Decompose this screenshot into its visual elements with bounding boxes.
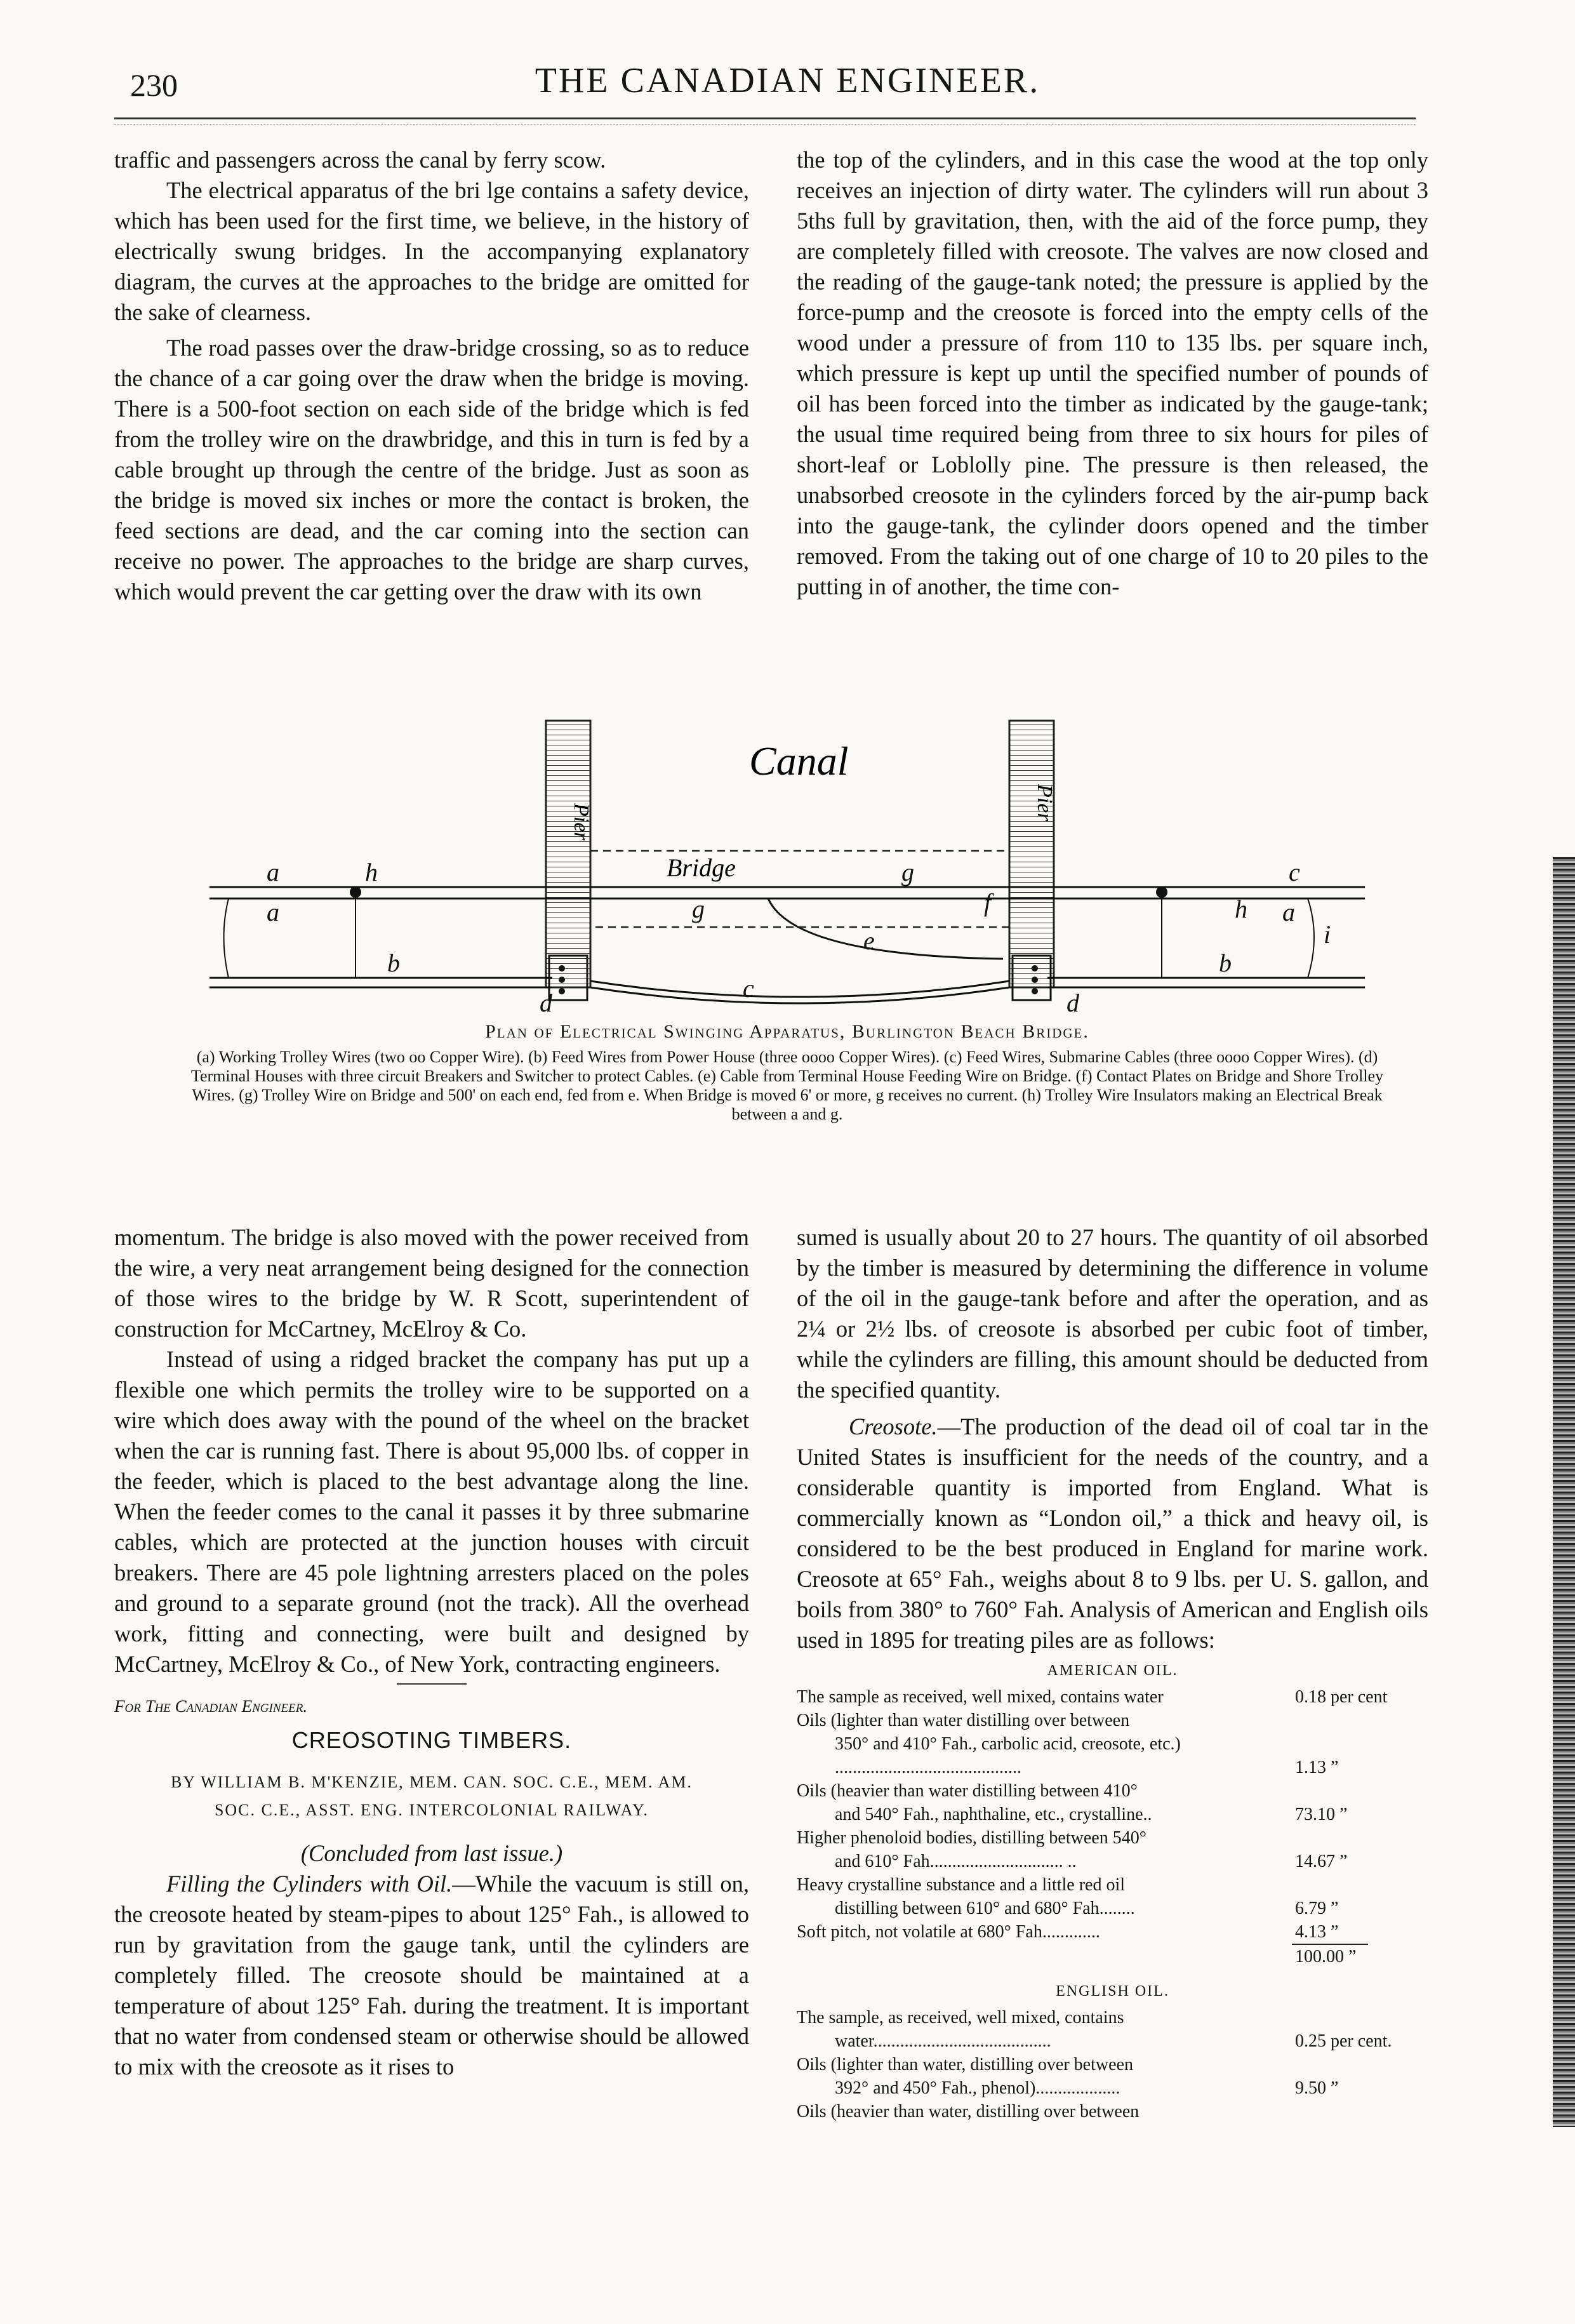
- row-desc: Soft pitch, not volatile at 680° Fah.............: [797, 1922, 1100, 1942]
- pier-label-right: Pier: [1033, 784, 1056, 822]
- letter-d: d: [1067, 989, 1079, 1013]
- row-desc: The sample, as received, well mixed, contains water........................................: [797, 2008, 1124, 2051]
- letter-b: b: [1219, 949, 1232, 977]
- letter-a: a: [267, 858, 279, 886]
- column-right-bottom: [797, 1222, 1428, 2123]
- row-desc: Oils (lighter than water, distilling over between 392° and 450° Fah., phenol)...................: [797, 2055, 1133, 2098]
- table-row: [797, 1873, 1428, 1920]
- pier-right: [1009, 721, 1054, 987]
- row-value: 9.50 ”: [1295, 2078, 1339, 2098]
- row-desc: The sample as received, well mixed, contains water: [797, 1687, 1164, 1707]
- letter-a: a: [1282, 898, 1295, 926]
- paragraph: traffic and passengers across the canal by ferry scow.: [114, 147, 606, 173]
- table-row: [797, 1709, 1428, 1779]
- run-in-heading: Filling the Cylinders with Oil.: [166, 1871, 453, 1897]
- letter-g: g: [692, 895, 705, 923]
- table-heading: AMERICAN OIL.: [1047, 1662, 1178, 1679]
- row-value: 100.00 ”: [1295, 1947, 1357, 1967]
- row-desc: Higher phenoloid bodies, distilling between 540° and 610° Fah.............................. ..: [797, 1828, 1146, 1871]
- column-left-bottom: [114, 1222, 749, 2082]
- table-row: [797, 2100, 1428, 2123]
- bracket-i: [1308, 898, 1314, 978]
- byline: [114, 1768, 749, 1824]
- analysis-table-american: [797, 1659, 1428, 2123]
- row-value: 4.13 ”: [1295, 1922, 1339, 1942]
- scan-edge-strip: [1553, 857, 1575, 2127]
- paragraph: the top of the cylinders, and in this case the wood at the top only receives an injection of dirty water. The cylinders will run about 3 5ths full by gravitation, then, with the aid of the force pump, they are completely filled with creosote. The valves are now closed and the reading of the gauge-tank noted; the pressure is applied by the force-pump and the creosote is forced into the empty cells of the wood under a pressure of from 110 to 135 lbs. per square inch, which pressure is kept up until the specified number of pounds of oil has been forced into the timber as indicated by the gauge-tank; the usual time required being from three to six hours for piles of short-leaf or Loblolly pine. The pressure is then released, the unabsorbed creosote in the cylinders forced by the air-pump back into the gauge-tank, the cylinder doors opened and the timber removed. From the taking out of one charge of 10 to 20 piles to the putting in of another, the time con-: [797, 147, 1428, 599]
- pier-left: [546, 721, 590, 987]
- column-left-top: [114, 145, 749, 607]
- letter-g: g: [901, 858, 914, 886]
- bracket-left: [224, 898, 229, 978]
- table-row: [797, 1920, 1428, 1944]
- page-header-title: THE CANADIAN ENGINEER.: [535, 61, 1040, 100]
- concluded-note: (Concluded from last issue.): [300, 1840, 563, 1866]
- separator-rule: [397, 1683, 467, 1685]
- letter-a: a: [267, 898, 279, 926]
- run-in-heading: Creosote.: [849, 1413, 938, 1439]
- paragraph: momentum. The bridge is also moved with the power received from the wire, a very neat arrangement being designed for the connection of those wires to the bridge by W. R Scott, superintendent of construction for McCartney, McElroy & Co.: [114, 1224, 749, 1342]
- row-value: 73.10 ”: [1295, 1805, 1348, 1824]
- bridge-outline: [590, 851, 1009, 927]
- table-heading: ENGLISH OIL.: [1056, 1983, 1169, 2000]
- pier-label-left: Pier: [569, 803, 593, 841]
- bridge-wiring-diagram: [209, 714, 1365, 1013]
- canal-label: Canal: [749, 738, 849, 784]
- letter-b: b: [387, 949, 400, 977]
- table-row: [797, 2053, 1428, 2100]
- figure-title: Plan of Electrical Swinging Apparatus, Burlington Beach Bridge.: [485, 1021, 1089, 1042]
- column-right-top: [797, 145, 1428, 602]
- row-value: 6.79 ”: [1295, 1899, 1339, 1918]
- paragraph: Instead of using a ridged bracket the company has put up a flexible one which permits the trolley wire to be supported on a wire which does away with the pound of the wheel on the bracket when the car is running fast. There is about 95,000 lbs. of copper in the feeder, which is placed to the best advantage along the line. When the feeder comes to the canal it passes it by three submarine cables, which are protected at the junction houses with circuit breakers. There are 45 pole lightning arresters placed on the poles and ground to a separate ground (not the track). All the overhead work, fitting and connecting, were built and designed by McCartney, McElroy & Co., of New York, contracting engineers.: [114, 1346, 749, 1677]
- paragraph-body: —While the vacuum is still on, the creosote heated by steam-pipes to about 125° Fah., is allowed to run by gravitation from the gauge tank, until the cylinders are completely filled. The creosote should be maintained at a temperature of about 125° Fah. during the treatment. It is important that no water from condensed steam or otherwise should be allowed to mix with the creosote as it rises to: [114, 1871, 750, 2080]
- bridge-label: Bridge: [667, 853, 736, 882]
- table-row: [797, 2006, 1428, 2053]
- byline-line: BY WILLIAM B. M'KENZIE, MEM. CAN. SOC. C.E., MEM. AM.: [170, 1773, 693, 1791]
- letter-c: c: [1289, 858, 1300, 886]
- letter-f: f: [984, 888, 992, 917]
- figure-caption: [178, 1022, 1397, 1124]
- row-desc: Heavy crystalline substance and a little red oil distilling between 610° and 680° Fah........: [797, 1875, 1135, 1918]
- row-value: 0.18 per cent: [1295, 1687, 1388, 1707]
- row-value: 14.67 ”: [1295, 1852, 1348, 1871]
- letter-d: d: [540, 989, 552, 1013]
- article-title: CREOSOTING TIMBERS.: [291, 1727, 572, 1753]
- paragraph: [797, 1412, 1428, 1655]
- row-value: 0.25 per cent.: [1295, 2031, 1392, 2051]
- table-row: [797, 1826, 1428, 1873]
- paragraph-body: —The production of the dead oil of coal tar in the United States is insufficient for the needs of the country, and a considerable quantity is imported from England. What is commercially known as “London oil,” a thick and heavy oil, is considered to be the best produced in England for marine work. Creosote at 65° Fah., weighs about 8 to 9 lbs. per U. S. gallon, and boils from 380° to 760° Fah. Analysis of American and English oils used in 1895 for treating piles are as follows:: [797, 1413, 1428, 1653]
- letter-i: i: [1324, 920, 1331, 949]
- table-total-row: [797, 1945, 1428, 1968]
- paragraph: sumed is usually about 20 to 27 hours. The quantity of oil absorbed by the timber is measured by determining the difference in volume of the oil in the gauge-tank before and after the operation, and as 2¼ or 2½ lbs. of creosote is absorbed per cubic foot of timber, while the cylinders are filling, this amount should be deducted from the specified quantity.: [797, 1224, 1428, 1403]
- letter-h: h: [1235, 895, 1247, 923]
- insulator-h: [350, 886, 361, 898]
- byline-line: SOC. C.E., ASST. ENG. INTERCOLONIAL RAILWAY.: [214, 1801, 649, 1819]
- row-desc: Oils (lighter than water distilling over between 350° and 410° Fah., carbolic acid, creosote, etc.) ..........................................: [797, 1711, 1181, 1777]
- feed-cable-e: [768, 898, 1003, 959]
- row-desc: Oils (heavier than water distilling between 410° and 540° Fah., naphthaline, etc., crystalline..: [797, 1781, 1152, 1824]
- header-rule: [114, 117, 1416, 119]
- paragraph: The road passes over the draw-bridge crossing, so as to reduce the chance of a car going over the draw when the bridge is moving. There is a 500-foot section on each side of the bridge which is fed from the trolley wire on the drawbridge, and this in turn is fed by a cable brought up through the centre of the bridge. Just as soon as the bridge is moved six inches or more the contact is broken, the feed sections are dead, and the car coming into the section can receive no power. The approaches to the bridge are sharp curves, which would prevent the car getting over the draw with its own: [114, 335, 749, 604]
- paragraph: [114, 1869, 749, 2082]
- page-number: 230: [130, 67, 178, 103]
- for-line: For The Canadian Engineer.: [114, 1697, 308, 1716]
- paragraph: The electrical apparatus of the bri lge contains a safety device, which has been used for the first time, we believe, in the history of electrically swung bridges. In the accompanying explanatory diagram, the curves at the approaches to the bridge are omitted for the sake of clearness.: [114, 177, 749, 325]
- figure-legend: (a) Working Trolley Wires (two oo Copper Wire). (b) Feed Wires from Power House (three oooo Copper Wires). (c) Feed Wires, Submarine Cables (three oooo Copper Wires). (d) Terminal Houses with three circuit Breakers and Switcher to protect Cables. (e) Cable from Terminal House Feeding Wire on Bridge. (f) Contact Plates on Bridge and Shore Trolley Wires. (g) Trolley Wire on Bridge and 500' on each end, fed from e. When Bridge is moved 6' or more, g receives no current. (h) Trolley Wire Insulators making an Electrical Break between a and g.: [190, 1048, 1384, 1123]
- row-desc: Oils (heavier than water, distilling over between: [797, 2102, 1140, 2121]
- insulator-h: [1156, 886, 1167, 898]
- table-row: [797, 1779, 1428, 1826]
- row-value: 1.13 ”: [1295, 1758, 1339, 1777]
- table-row: [797, 1685, 1428, 1709]
- letter-e: e: [863, 926, 875, 955]
- letter-c: c: [743, 974, 754, 1003]
- letter-h: h: [365, 858, 378, 886]
